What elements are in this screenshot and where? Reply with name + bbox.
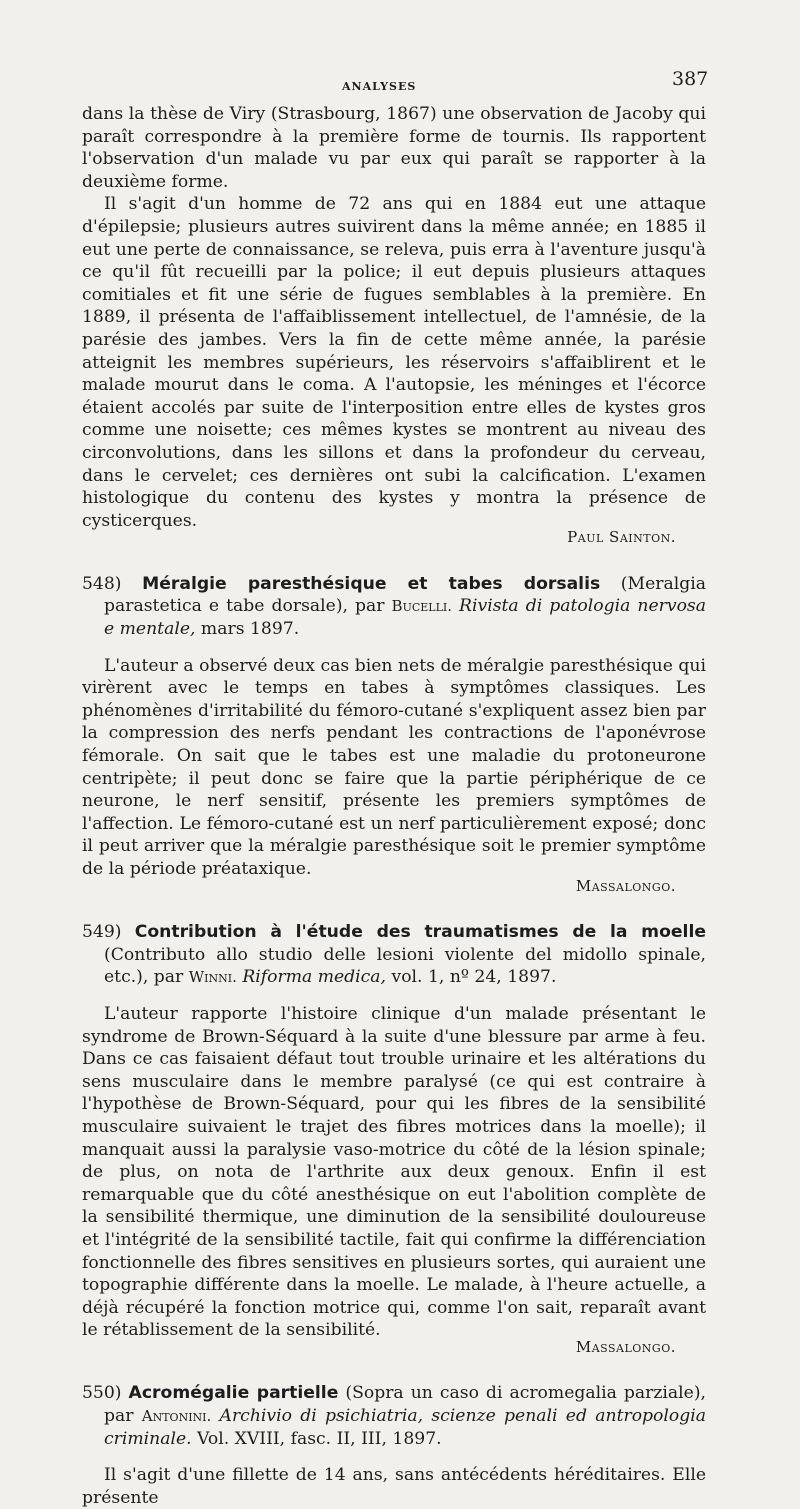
entry-body: L'auteur a observé deux cas bien nets de méralgie paresthésique qui virèrent avec le temps en tabes à symptômes classiques. Les phénomènes d'irritabilité du fémoro-cutané s'expliquent assez bien par la compression des nerfs pendant les contractions de l'aponévrose fémorale. On sait que le tabes est une maladie du protoneurone centripète; il peut donc se faire que la partie périphérique de ce neurone, le nerf sensitif, présente les premiers symptômes de l'affection. Le fémoro-cutané est un nerf particulièrement exposé; donc il peut arriver que la méralgie paresthésique soit le premier symptôme de la période préataxique.	[82, 655, 706, 879]
entry-number: 550)	[82, 1383, 122, 1404]
page-number: 387	[672, 68, 709, 90]
entry-source-italic: Rivista di patologia nervosa e mentale,	[104, 596, 706, 640]
entry-source-rest: mars 1897.	[195, 619, 300, 640]
entry-heading	[82, 1382, 706, 1450]
entry-title: Acromégalie partielle	[128, 1383, 339, 1404]
spacer	[82, 551, 706, 573]
entry-548	[82, 573, 706, 899]
spacer	[82, 989, 706, 1003]
running-head: ANALYSES	[342, 80, 417, 93]
entry-source-rest: vol. 1, nº 24, 1897.	[386, 967, 557, 988]
intro-paragraph-1: dans la thèse de Viry (Strasbourg, 1867) une observation de Jacoby qui paraît correspondre à la première forme de tournis. Ils rapportent l'observation d'un malade vu par eux qui paraît se rapporter à la deuxième forme.	[82, 104, 706, 192]
entry-subtitle: (Contributo allo studio delle lesioni violente del midollo spinale, etc.), par	[104, 944, 706, 988]
entry-source-italic: Riforma medica,	[236, 967, 387, 988]
entry-subtitle: (Meralgia parastetica e tabe dorsale), par	[104, 573, 706, 617]
entry-author: Bucelli.	[391, 597, 453, 616]
entry-subtitle: (Sopra un caso di acromegalia parziale), par	[104, 1383, 706, 1427]
intro-paragraph-2-text: Il s'agit d'un homme de 72 ans qui en 1884 eut une attaque d'épilepsie; plusieurs autres suivirent dans la même année; en 1885 il eut une perte de connaissance, se releva, puis erra à l'aventure jusqu'à ce qu'il fût recueilli par la police; il eut depuis plusieurs attaques comitiales et fit une série de fugues semblables à la première. En 1889, il présenta de l'affaiblissement intellectuel, de l'amnésie, de la parésie des jambes. Vers la fin de cette même année, la parésie atteignit les membres supérieurs, les réservoirs s'affaiblirent et le malade mourut dans le coma. A l'autopsie, les méninges et l'écorce étaient accolés par suite de l'interposition entre elles de kystes gros comme une noisette; ces mêmes kystes se montrent au niveau des circonvolutions, dans les sillons et dans la profondeur du cerveau, dans le cervelet; ces dernières ont subi la calcification. L'examen histologique du contenu des kystes y montra la présence de cysticerques.	[82, 194, 706, 531]
entry-number: 548)	[82, 573, 122, 594]
entry-549	[82, 921, 706, 1360]
entry-author: Antonini.	[141, 1407, 212, 1426]
intro-signature-text: Paul Sainton.	[567, 528, 676, 547]
entry-body: Il s'agit d'une fillette de 14 ans, sans antécédents héréditaires. Elle présente	[82, 1465, 706, 1508]
page-body	[82, 103, 706, 1509]
entry-heading	[82, 573, 706, 641]
entry-number: 549)	[82, 922, 122, 943]
spacer	[82, 899, 706, 921]
spacer	[82, 1450, 706, 1464]
entry-source-rest: Vol. XVIII, fasc. II, III, 1897.	[191, 1428, 442, 1449]
entry-signature-text: Massalongo.	[575, 876, 676, 895]
spacer	[82, 1360, 706, 1382]
entry-550	[82, 1382, 706, 1509]
entry-signature-text: Massalongo.	[575, 1337, 676, 1356]
entry-heading	[82, 921, 706, 989]
entry-body: L'auteur rapporte l'histoire clinique d'un malade présentant le syndrome de Brown-Séquard à la suite d'une blessure par arme à feu. Dans ce cas faisaient défaut tout trouble urinaire et les altérations du sens musculaire dans le membre paralysé (ce qui est contraire à l'hypothèse de Brown-Séquard, pour qui les fibres de la sensibilité musculaire suivaient le trajet des fibres motrices dans la moelle); il manquait aussi la paralysie vaso-motrice du côté de la lésion spinale; de plus, on nota de l'arthrite aux deux genoux. Enfin il est remarquable que du côté anesthésique on eut l'abolition complète de la sensibilité thermique, une diminution de la sensibilité douloureuse et l'intégrité de la sensibilité tactile, fait qui confirme la différenciation fonctionnelle des fibres sensitives en plusieurs sortes, qui auraient une topographie différente dans la moelle. Le malade, à l'heure actuelle, a déjà récupéré la fonction motrice qui, comme l'on sait, reparaît avant le rétablissement de la sensibilité.	[82, 1003, 706, 1341]
spacer	[82, 641, 706, 655]
entry-author: Winni.	[188, 968, 237, 987]
entry-title: Contribution à l'étude des traumatismes de la moelle	[134, 922, 706, 943]
intro-paragraph-2	[82, 193, 706, 532]
entry-source-italic: Archivio di psichiatria, scienze penali ed antropologia criminale.	[104, 1406, 706, 1449]
entry-title: Méralgie paresthésique et tabes dorsalis	[142, 573, 601, 594]
